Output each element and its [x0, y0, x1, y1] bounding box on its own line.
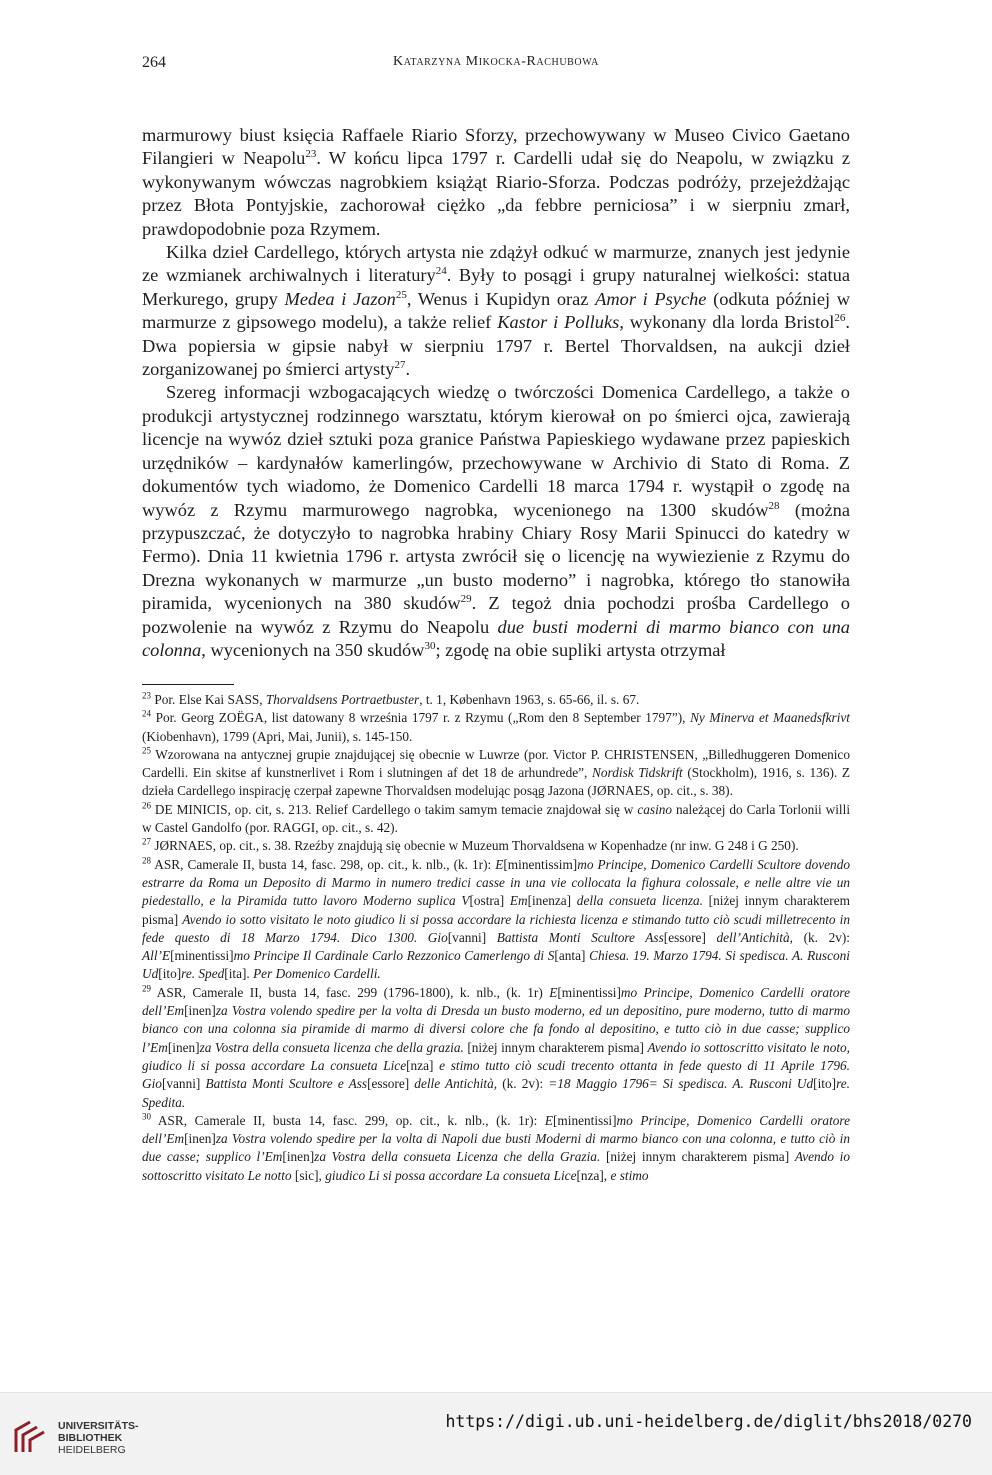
- page-header: [142, 54, 850, 80]
- footnote-ref[interactable]: 26: [834, 312, 846, 325]
- footnote-ref[interactable]: 25: [395, 288, 407, 301]
- page-number: 264: [142, 54, 166, 71]
- running-head: Katarzyna Mikocka-Rachubowa: [392, 54, 599, 69]
- footnote-separator: [142, 684, 234, 685]
- paragraph: marmurowy biust księcia Raffaele Riario Sforzy, przechowywany w Museo Civico Gaetano Filangieri w Neapolu$^{23}$. W końcu lipca 1797 r. Cardelli udał się do Neapolu, w związku z wykonywanym wówczas nagrobkiem książąt Riario-Sforza. Podczas podróży, przejeżdżając przez Błota Pontyjskie, zachorował ciężko „da febbre perniciosa” i w sierpniu zmarł, prawdopodobnie poza Rzymem.: [142, 125, 850, 239]
- footnote-ref[interactable]: 29: [460, 593, 472, 605]
- main-text: [142, 124, 850, 662]
- paragraph: Szereg informacji wzbogacających wiedzę o twórczości Domenica Cardellego, a także o produkcji artystycznej rodzinnego warsztatu, którym kierował on po śmierci ojca, zawierają licencje na wywóz dzieł sztuki poza granice Państwa Papieskiego wydawane przez papieskich urzędników – kardynałów kamerlingów, przechowywane w Archivio di Stato di Roma. Z dokumentów tych wiadomo, że Domenico Cardelli 18 marca 1794 r. wystąpił o zgodę na wywóz z Rzymu marmurowego nagrobka, wycenionego na 1300 skudów$^{28}$ (można przypuszczać, że dotyczyło to nagrobka hrabiny Chiary Rosy Marii Spinucci do katedry w Fermo). Dnia 11 kwietnia 1796 r. artysta zwrócił się o licencję na wywiezienie z Rzymu do Drezna wykonanych w marmurze „un busto moderno” i nagrobka, którego tło stanowiła piramida, wycenionych na 380 skudów$^{29}$. Z tegoż dnia pochodzi prośba Cardellego o pozwolenie na wywóz z Rzymu do Neapolu due busti moderni di marmo bianco con una colonna, wycenionych na 350 skudów$^{30}$; zgodę na obie supliki artysta otrzymał: [142, 382, 850, 660]
- footnote-25: $^{25}$ Wzorowana na antycznej grupie znajdującej się obecnie w Luwrze (por. Victor P. CHRISTENSEN, „Billedhuggeren Domenico Cardelli. Ein skitse af kunstnerlivet i Rom i slutningen af det 18 de arhundrede”, Nordisk Tidskrift (Stockholm), 1916, s. 136). Z dzieła Cardellego inspirację czerpał zapewne Thorvaldsen modelując posąg Jazona (JØRNAES, op. cit., s. 38).: [142, 745, 850, 799]
- footnote-28: $^{28}$ ASR, Camerale II, busta 14, fasc. 298, op. cit., k. nlb., (k. 1r): E[minentissim]mo Principe, Domenico Cardelli Scultore dovendo estrarre da Roma un Deposito di Marmo in numero tredici casse in una vie collocata la fighura colossale, e nelle altre vie un piedestallo, e la Piramida tutto lavoro Moderno suplica V[ostra] Em[inenza] della consueta licenza. [niżej innym charakterem pisma] Avendo io sotto visitato le noto giudico li si possa accordare la richiesta licenza e stimando tutto ciò scudi milletrecento in fede questo di 18 Marzo 1794. Dico 1300. Gio[vanni] Battista Monti Scultore Ass[essore] dell’Antichità, (k. 2v): All’E[minentissi]mo Principe Il Cardinale Carlo Rezzonico Camerlengo di S[anta] Chiesa. 19. Marzo 1794. Si spedisca. A. Rusconi Ud[ito]re. Sped[ita]. Per Domenico Cardelli.: [142, 855, 851, 982]
- footnote-ref[interactable]: 28: [768, 499, 780, 512]
- footnote-26: $^{26}$ DE MINICIS, op. cit, s. 213. Relief Cardellego o takim samym temacie znajdował się w casino należącej do Carla Torlonii willi w Castel Gandolfo (por. RAGGI, op. cit., s. 42).: [142, 800, 851, 836]
- footnote-27: $^{27}$ JØRNAES, op. cit., s. 38. Rzeźby znajdują się obecnie w Muzeum Thorvaldsena w Kopenhadze (nr inw. G 248 i G 250).: [142, 836, 799, 854]
- paragraph: Kilka dzieł Cardellego, których artysta nie zdążył odkuć w marmurze, znanych jest jedynie ze wzmianek archiwalnych i literatury$^{24}$. Były to posągi i grupy naturalnej wielkości: statua Merkurego, grupy Medea i Jazon$^{25}$, Wenus i Kupidyn oraz Amor i Psyche (odkuta później w marmurze z gipsowego modelu), a także relief Kastor i Polluks, wykonany dla lorda Bristol$^{26}$. Dwa popiersia w gipsie nabył w sierpniu 1797 r. Bertel Thorvaldsen, na aukcji dzieł zorganizowanej po śmierci artysty$^{27}$.: [142, 242, 851, 380]
- footnote-ref[interactable]: 24: [435, 265, 447, 278]
- footer-bar: [0, 1392, 992, 1475]
- footnote-29: $^{29}$ ASR, Camerale II, busta 14, fasc. 299 (1796-1800), k. nlb., (k. 1r) E[minentissi]mo Principe, Domenico Cardelli oratore dell’Em[inen]za Vostra volendo spedire per la volta di Dresda un busto moderno, ed un depositino, pure moderno, tutto di marmo bianco con una colonna sia piramide di marmo di diversi colore che fa fondo al depositino, e tutto ciò in due casse; supplico l’Em[inen]za Vostra della consueta licenza che della grazia. [niżej innym charakterem pisma] Avendo io sottoscritto visitato le noto, giudico li si possa accordare La consueta Lice[nza] e stimo tutto ciò scudi trecento ottanta in fede questo di 11 Aprile 1796. Gio[vanni] Battista Monti Scultore e Ass[essore] delle Antichità, (k. 2v): =18 Maggio 1796= Si spedisca. A. Rusconi Ud[ito]re. Spedita.: [142, 983, 851, 1110]
- footnote-ref[interactable]: 30: [424, 639, 436, 652]
- footnote-23: $^{23}$ Por. Else Kai SASS, Thorvaldsens Portraetbuster, t. 1, København 1963, s. 65-66, il. s. 67.: [142, 690, 640, 707]
- source-url-link[interactable]: https://digi.ub.uni-heidelberg.de/diglit/bhs2018/0270: [445, 1412, 972, 1431]
- library-logo-icon[interactable]: [10, 1418, 50, 1458]
- footnote-24: $^{24}$ Por. Georg ZOËGA, list datowany 8 września 1797 r. z Rzymu („Rom den 8 September 1797”), Ny Minerva et Maanedsfkrivt (Kiobenhavn), 1799 (Apri, Mai, Junii), s. 145-150.: [142, 708, 850, 744]
- footnotes: [142, 691, 850, 1185]
- footnote-30: $^{30}$ ASR, Camerale II, busta 14, fasc. 299, op. cit., k. nlb., (k. 1r): E[minentissi]mo Principe, Domenico Cardelli oratore dell’Em[inen]za Vostra volendo spedire per la volta di Napoli due busti Moderni di marmo bianco con una colonna, e tutto ciò in due casse; supplico l’Em[inen]za Vostra della consueta Licenza che della Grazia. [niżej innym charakterem pisma] Avendo io sottoscritto visitato Le notto [sic], giudico Li si possa accordare La consueta Lice[nza], e stimo: [142, 1111, 850, 1183]
- library-name: UNIVERSITÄTS- BIBLIOTHEK HEIDELBERG: [58, 1420, 139, 1456]
- footnote-ref[interactable]: 27: [394, 358, 406, 371]
- footnote-ref[interactable]: 23: [305, 148, 317, 161]
